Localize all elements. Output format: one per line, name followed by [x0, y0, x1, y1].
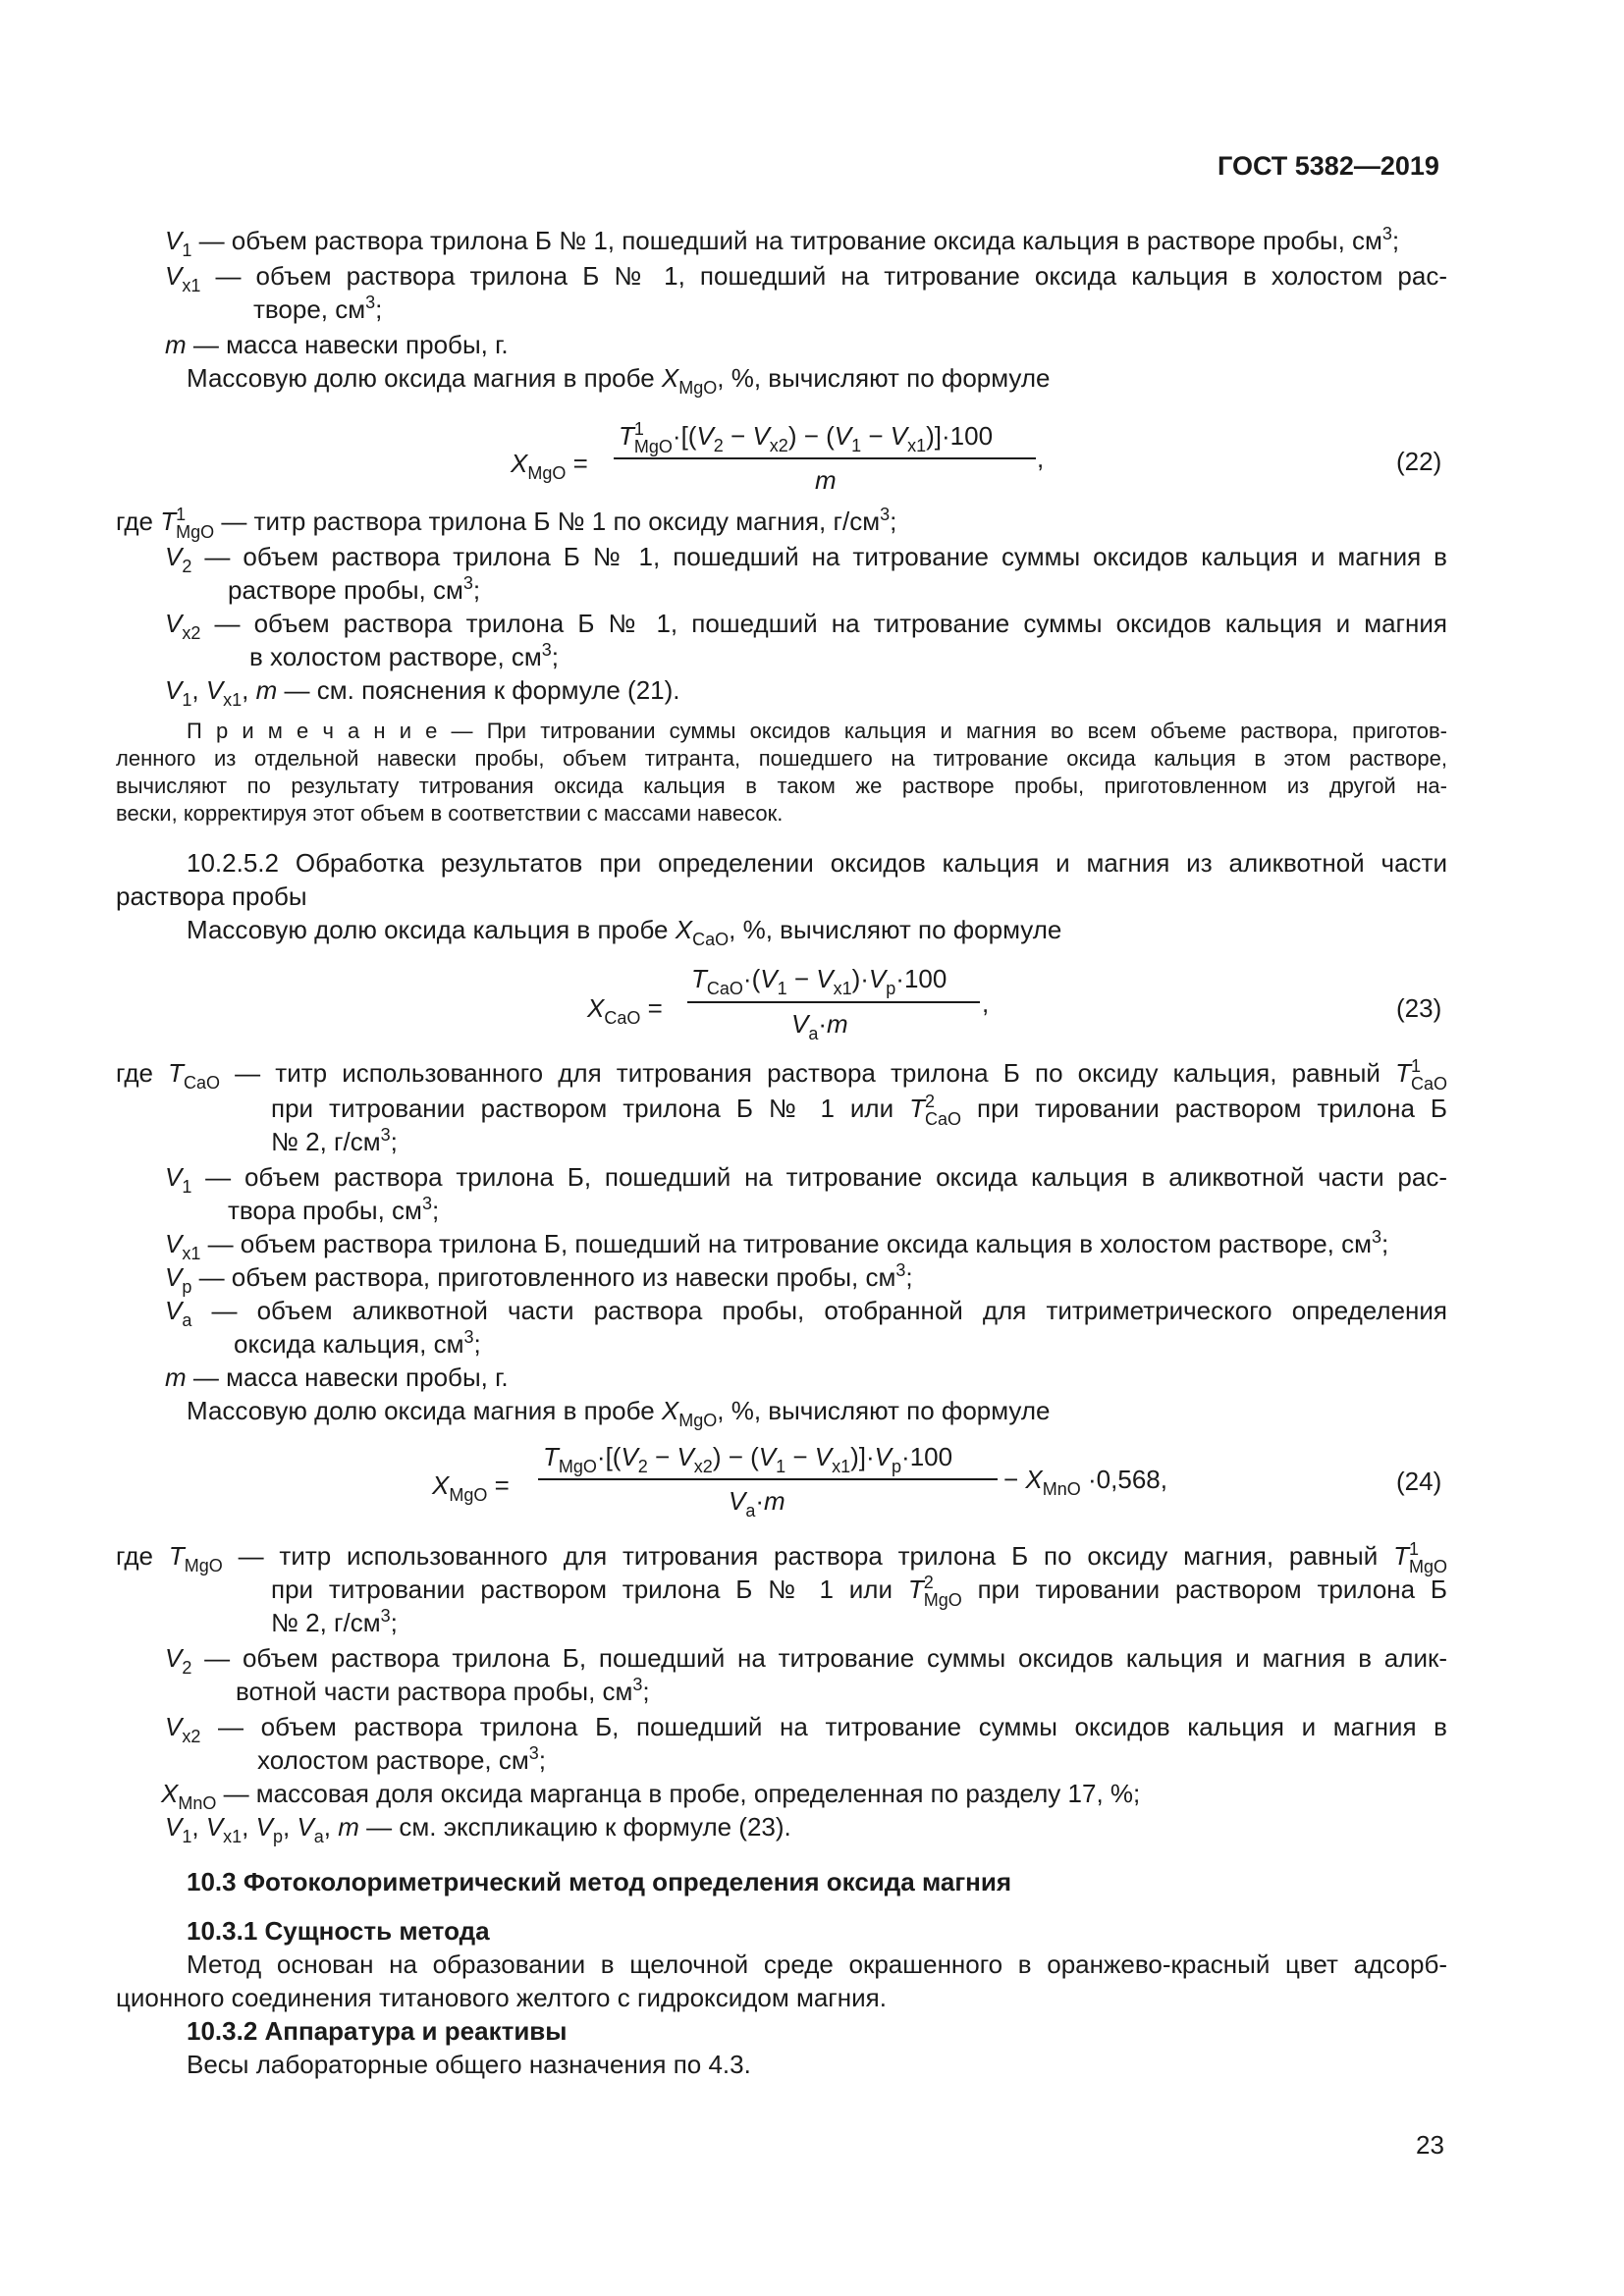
eq23-fraction-bar	[687, 1001, 980, 1003]
where23-m: m — масса навески пробы, г.	[165, 1362, 509, 1392]
eq24-numerator: $T_{MgO}\cdot[(V_2 - V_{x2}) - (V_1 - V_{x1})]\cdot V_p\cdot 100$	[543, 1442, 953, 1476]
eq23-lhs: $X_{CaO}$ =	[587, 993, 663, 1028]
where24-v2-cont: вотной части раствора пробы, $см^3$;	[236, 1675, 650, 1706]
standard-code: ГОСТ 5382—2019	[1218, 151, 1439, 181]
eq23-number: (23)	[1396, 993, 1442, 1023]
intro-cao-formula: Массовую долю оксида кальция в пробе $X_{CaO}$, %, вычисляют по формуле	[187, 915, 1062, 949]
def-vx1-cont: творе, $см^3$;	[253, 293, 383, 324]
eq22-lhs: $X_{MgO}$ =	[511, 449, 588, 483]
eq24-tail: − $X_{MnO} \cdot 0,568$,	[1003, 1465, 1167, 1499]
note-line2: ленного из отдельной навески пробы, объем титранта, пошедшего на титрование оксида кальция в этом растворе,	[116, 746, 1447, 771]
where24-t-cont1: при титровании раствором трилона Б № 1 или T 2 MgO при тировании раствором трилона Б	[271, 1573, 1447, 1611]
eq23-numerator: $T_{CaO}\cdot(V_1 - V_{x1})\cdot V_p\cdot 100$	[691, 964, 947, 998]
where23-va-cont: оксида кальция, $см^3$;	[234, 1327, 481, 1359]
where22-ref: $V_1$, $V_{x1}$, m — см. пояснения к формуле (21).	[165, 675, 680, 710]
para-10-3-2: Весы лабораторные общего назначения по 4.3.	[187, 2050, 751, 2079]
def-v1: $V_1$ — объем раствора трилона Б № 1, пошедший на титрование оксида кальция в растворе пробы, $см^3$;	[165, 224, 1400, 260]
eq24-lhs: $X_{MgO}$ =	[432, 1470, 510, 1505]
intro-mgo-formula: Массовую долю оксида магния в пробе $X_{MgO}$, %, вычисляют по формуле	[187, 363, 1051, 398]
note-line1: П р и м е ч а н и е — При титровании суммы оксидов кальция и магния во всем объеме раствора, приготов-	[187, 719, 1447, 743]
where23-vp: $V_p$ — объем раствора, приготовленного из навески пробы, $см^3$;	[165, 1260, 913, 1297]
intro-mgo-formula-2: Массовую долю оксида магния в пробе $X_{MgO}$, %, вычисляют по формуле	[187, 1396, 1051, 1430]
where24-ref: $V_1$, $V_{x1}$, $V_p$, $V_a$, m — см. экспликацию к формуле (23).	[165, 1812, 791, 1846]
where22-vx2: $V_{x2}$ — объем раствора трилона Б № 1, пошедший на титрование суммы оксидов кальция и магния	[165, 609, 1447, 643]
where23-t-cont1: при титровании раствором трилона Б № 1 или T 2 CaO при тировании раствором трилона Б	[271, 1092, 1447, 1130]
where22-v2: $V_2$ — объем раствора трилона Б № 1, пошедший на титрование суммы оксидов кальция и магния в	[165, 542, 1447, 576]
where24-xmno: $X_{MnO}$ — массовая доля оксида марганца в пробе, определенная по разделу 17, %;	[161, 1779, 1141, 1813]
section-10252-line1: 10.2.5.2 Обработка результатов при определении оксидов кальция и магния из аликвотной части	[187, 848, 1447, 878]
heading-10-3: 10.3 Фотоколориметрический метод определения оксида магния	[187, 1867, 1012, 1896]
eq23-denominator: $V_a\cdot m$	[791, 1009, 848, 1043]
where22-vx2-cont: в холостом растворе, $см^3$;	[249, 640, 560, 671]
para-10-3-1-line1: Метод основан на образовании в щелочной среде окрашенного в оранжево-красный цвет адсорб-	[187, 1949, 1447, 1979]
where24-t: где $T_{MgO}$ — титр использованного для титрования раствора трилона Б по оксиду магния, равный T 1 MgO	[116, 1539, 1447, 1577]
eq22-comma: ,	[1037, 444, 1045, 473]
def-vx1: $V_{x1}$ — объем раствора трилона Б № 1, пошедший на титрование оксида кальция в холостом рас-	[165, 261, 1447, 295]
where23-va: $V_a$ — объем аликвотной части раствора пробы, отобранной для титриметрического определения	[165, 1296, 1447, 1330]
eq24-fraction-bar	[538, 1478, 998, 1480]
eq24-number: (24)	[1396, 1467, 1442, 1496]
eq23-comma: ,	[982, 988, 990, 1018]
where24-v2: $V_2$ — объем раствора трилона Б, пошедший на титрование суммы оксидов кальция и магния в алик-	[165, 1643, 1447, 1678]
eq22-denominator: m	[815, 465, 837, 495]
where22-t: где T 1 MgO — титр раствора трилона Б № 1 по оксиду магния, $г/см^3$;	[116, 505, 897, 543]
page-number: 23	[1416, 2130, 1444, 2160]
where23-t: где $T_{CaO}$ — титр использованного для титрования раствора трилона Б по оксиду кальция, равный T 1 CaO	[116, 1056, 1447, 1095]
para-10-3-1-line2: ционного соединения титанового желтого с гидроксидом магния.	[116, 1983, 887, 2012]
note-line4: вески, корректируя этот объем в соответствии с массами навесок.	[116, 801, 784, 826]
where24-t-cont2: № 2, $г/см^3$;	[271, 1606, 398, 1637]
where24-vx2-cont: холостом растворе, $см^3$;	[257, 1743, 546, 1775]
heading-10-3-2: 10.3.2 Аппаратура и реактивы	[187, 2016, 568, 2046]
eq22-numerator: T 1 MgO $\cdot[(V_2 - V_{x2}) - (V_1 - V_{x1})]\cdot 100$	[619, 419, 994, 457]
section-10252-line2: раствора пробы	[116, 881, 307, 911]
note-line3: вычисляют по результату титрования оксида кальция в таком же растворе пробы, приготовленном из другой на-	[116, 774, 1447, 798]
eq22-number: (22)	[1396, 447, 1442, 476]
where23-t-cont2: № 2, $г/см^3$;	[271, 1125, 398, 1156]
heading-10-3-1: 10.3.1 Сущность метода	[187, 1916, 490, 1946]
eq22-fraction-bar	[614, 457, 1036, 459]
where23-v1-cont: твора пробы, $см^3$;	[228, 1194, 440, 1225]
where23-vx1: $V_{x1}$ — объем раствора трилона Б, пошедший на титрование оксида кальция в холостом растворе, $см^3$;	[165, 1227, 1389, 1263]
where23-v1: $V_1$ — объем раствора трилона Б, пошедший на титрование оксида кальция в аликвотной части рас-	[165, 1162, 1447, 1197]
eq24-denominator: $V_a\cdot m$	[729, 1486, 785, 1521]
where24-vx2: $V_{x2}$ — объем раствора трилона Б, пошедший на титрование суммы оксидов кальция и магния в	[165, 1712, 1447, 1746]
def-m: m — масса навески пробы, г.	[165, 330, 509, 359]
where22-v2-cont: растворе пробы, $см^3$;	[228, 573, 481, 605]
